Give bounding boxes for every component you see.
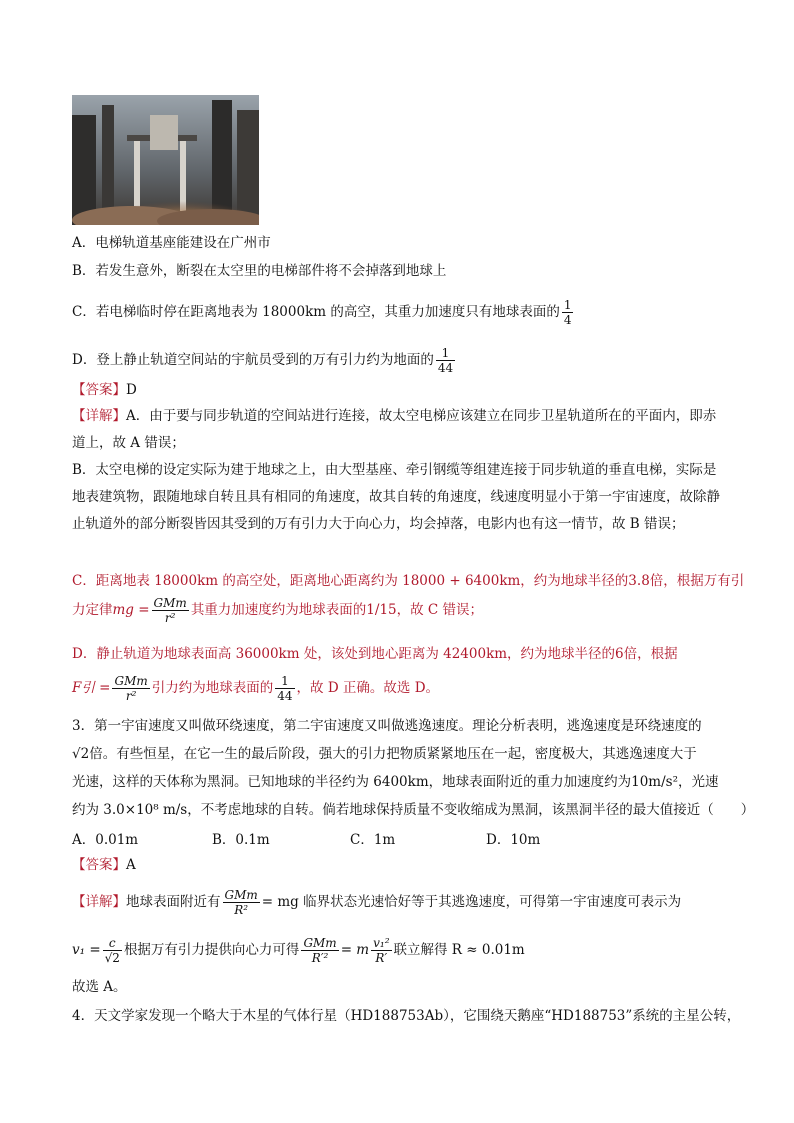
fraction-numerator: v₁²	[373, 936, 390, 950]
formula-gmm-Rp2	[301, 936, 338, 965]
q3-stem-line2: √2倍。有些恒星，在它一生的最后阶段，强大的引力把物质紧紧地压在一起，密度极大，其逃逸速度大于	[72, 746, 697, 762]
detail-1-suffix: = mg 临界状态光速恰好等于其逃逸速度，可得第一宇宙速度可表示为	[261, 894, 682, 910]
formula-gmm-R2	[223, 888, 260, 917]
option-c	[72, 298, 575, 327]
detail-2-middle: 根据万有引力提供向心力可得	[123, 942, 300, 958]
fraction-1-44	[436, 346, 455, 375]
detail-2-suffix: 联立解得 R ≈ 0.01m	[393, 942, 525, 958]
fraction-numerator: GMm	[224, 888, 258, 902]
q3-option-b: B．0.1m	[212, 832, 270, 848]
rocket-launch-image	[72, 95, 259, 225]
fraction-numerator: 1	[563, 298, 572, 312]
detail-a-text: A．由于要与同步轨道的空间站进行连接，故太空电梯应该建立在同步卫星轨道所在的平面内，即赤道上，故 A 错误；	[72, 408, 717, 451]
answer-tag: 【答案】	[72, 857, 126, 873]
detail-d-suffix: ，故 D 正确。故选 D。	[296, 680, 440, 696]
fraction-1-44-d	[275, 674, 294, 703]
q2-detail-a	[72, 403, 727, 457]
fraction-numerator: GMm	[153, 596, 187, 610]
q2-detail-c-line1: C．距离地表 18000km 的高空处，距离地心距离约为 18000 + 6400km，约为地球半径的3.8倍，根据万有引	[72, 573, 745, 589]
option-c-text: C．若电梯临时停在距离地表为 18000km 的高空，其重力加速度只有地球表面的	[72, 304, 560, 320]
fraction-numerator: 1	[275, 674, 294, 689]
q3-detail-line1	[72, 888, 681, 917]
formula-gmm-r2-d	[112, 674, 149, 703]
formula-gmm-r2	[152, 596, 189, 625]
fraction-denominator: R²	[234, 903, 249, 917]
q2-detail-c-line2	[72, 596, 483, 625]
option-d-text: D．登上静止轨道空间站的宇航员受到的万有引力约为地面的	[72, 352, 434, 368]
fraction-denominator: 4	[563, 313, 572, 327]
detail-tag: 【详解】	[72, 894, 126, 910]
detail-tag: 【详解】	[72, 408, 126, 424]
option-a: A．电梯轨道基座能建设在广州市	[72, 235, 271, 251]
fraction-quarter	[562, 298, 574, 327]
q4-stem-line1: 4．天文学家发现一个略大于木星的气体行星（HD188753Ab），它围绕天鹅座“HD188753”系统的主星公转，	[72, 1008, 741, 1024]
fraction-numerator: 1	[436, 346, 455, 361]
q3-stem-line4: 约为 3.0×10⁸ m/s，不考虑地球的自转。倘若地球保持质量不变收缩成为黑洞，该黑洞半径的最大值接近（ ）	[72, 802, 755, 818]
q3-choose: 故选 A。	[72, 979, 127, 995]
option-d	[72, 346, 457, 375]
fraction-denominator: r²	[164, 611, 176, 625]
q2-detail-d-line1: D．静止轨道为地球表面高 36000km 处，该处到地心距离为 42400km，约为地球半径的6倍，根据	[72, 646, 678, 662]
fraction-denominator: √2	[104, 951, 120, 965]
q3-answer-line	[72, 855, 136, 875]
q3-stem-line3: 光速，这样的天体称为黑洞。已知地球的半径约为 6400km，地球表面附近的重力加速度约为10m/s²，光速	[72, 774, 719, 790]
fraction-denominator: R′²	[311, 951, 329, 965]
fraction-denominator: R′	[375, 951, 388, 965]
detail-c-prefix: 力定律	[72, 602, 113, 618]
q2-answer-line	[72, 380, 137, 400]
q2-detail-b: B．太空电梯的设定实际为建于地球之上，由大型基座、牵引钢缆等组建连接于同步轨道的垂直电梯，实际是地表建筑物，跟随地球自转且具有相同的角速度，故其自转的角速度，线速度明显小于第一宇宙速度，故除静止轨道外的部分断裂皆因其受到的万有引力大于向心力，均会掉落，电影内也有这一情节，故 B 错误；	[72, 462, 720, 532]
q2-detail-d-line2	[72, 674, 439, 703]
formula-v1sq-Rp	[371, 936, 391, 965]
q3-option-d: D．10m	[486, 832, 541, 848]
q3-stem-line1: 3．第一宇宙速度又叫做环绕速度，第二宇宙速度又叫做逃逸速度。理论分析表明，逃逸速度是环绕速度的	[72, 718, 702, 734]
space-elevator-photo	[72, 95, 259, 225]
answer-value: A	[126, 857, 136, 873]
answer-value: D	[126, 382, 137, 398]
detail-c-suffix: 其重力加速度约为地球表面的1/15，故 C 错误；	[190, 602, 484, 618]
fraction-numerator: c	[103, 936, 122, 951]
answer-tag: 【答案】	[72, 382, 126, 398]
q3-option-c: C．1m	[350, 832, 396, 848]
detail-d-middle: 引力约为地球表面的	[151, 680, 274, 696]
formula-v1: v₁ =	[72, 942, 101, 958]
formula-mg: mg =	[112, 602, 150, 618]
formula-c-root2	[103, 936, 122, 965]
option-b: B．若发生意外，断裂在太空里的电梯部件将不会掉落到地球上	[72, 263, 447, 279]
fraction-numerator: GMm	[114, 674, 148, 688]
fraction-numerator: GMm	[303, 936, 337, 950]
q3-detail-line2	[72, 936, 525, 965]
fraction-denominator: 44	[277, 689, 293, 703]
formula-f-gravity: F引 =	[72, 680, 111, 696]
formula-equals-m: = m	[340, 942, 370, 958]
detail-1-prefix: 地球表面附近有	[126, 894, 221, 910]
fraction-denominator: 44	[437, 361, 454, 375]
fraction-denominator: r²	[125, 689, 137, 703]
q3-option-a: A．0.01m	[72, 832, 139, 848]
